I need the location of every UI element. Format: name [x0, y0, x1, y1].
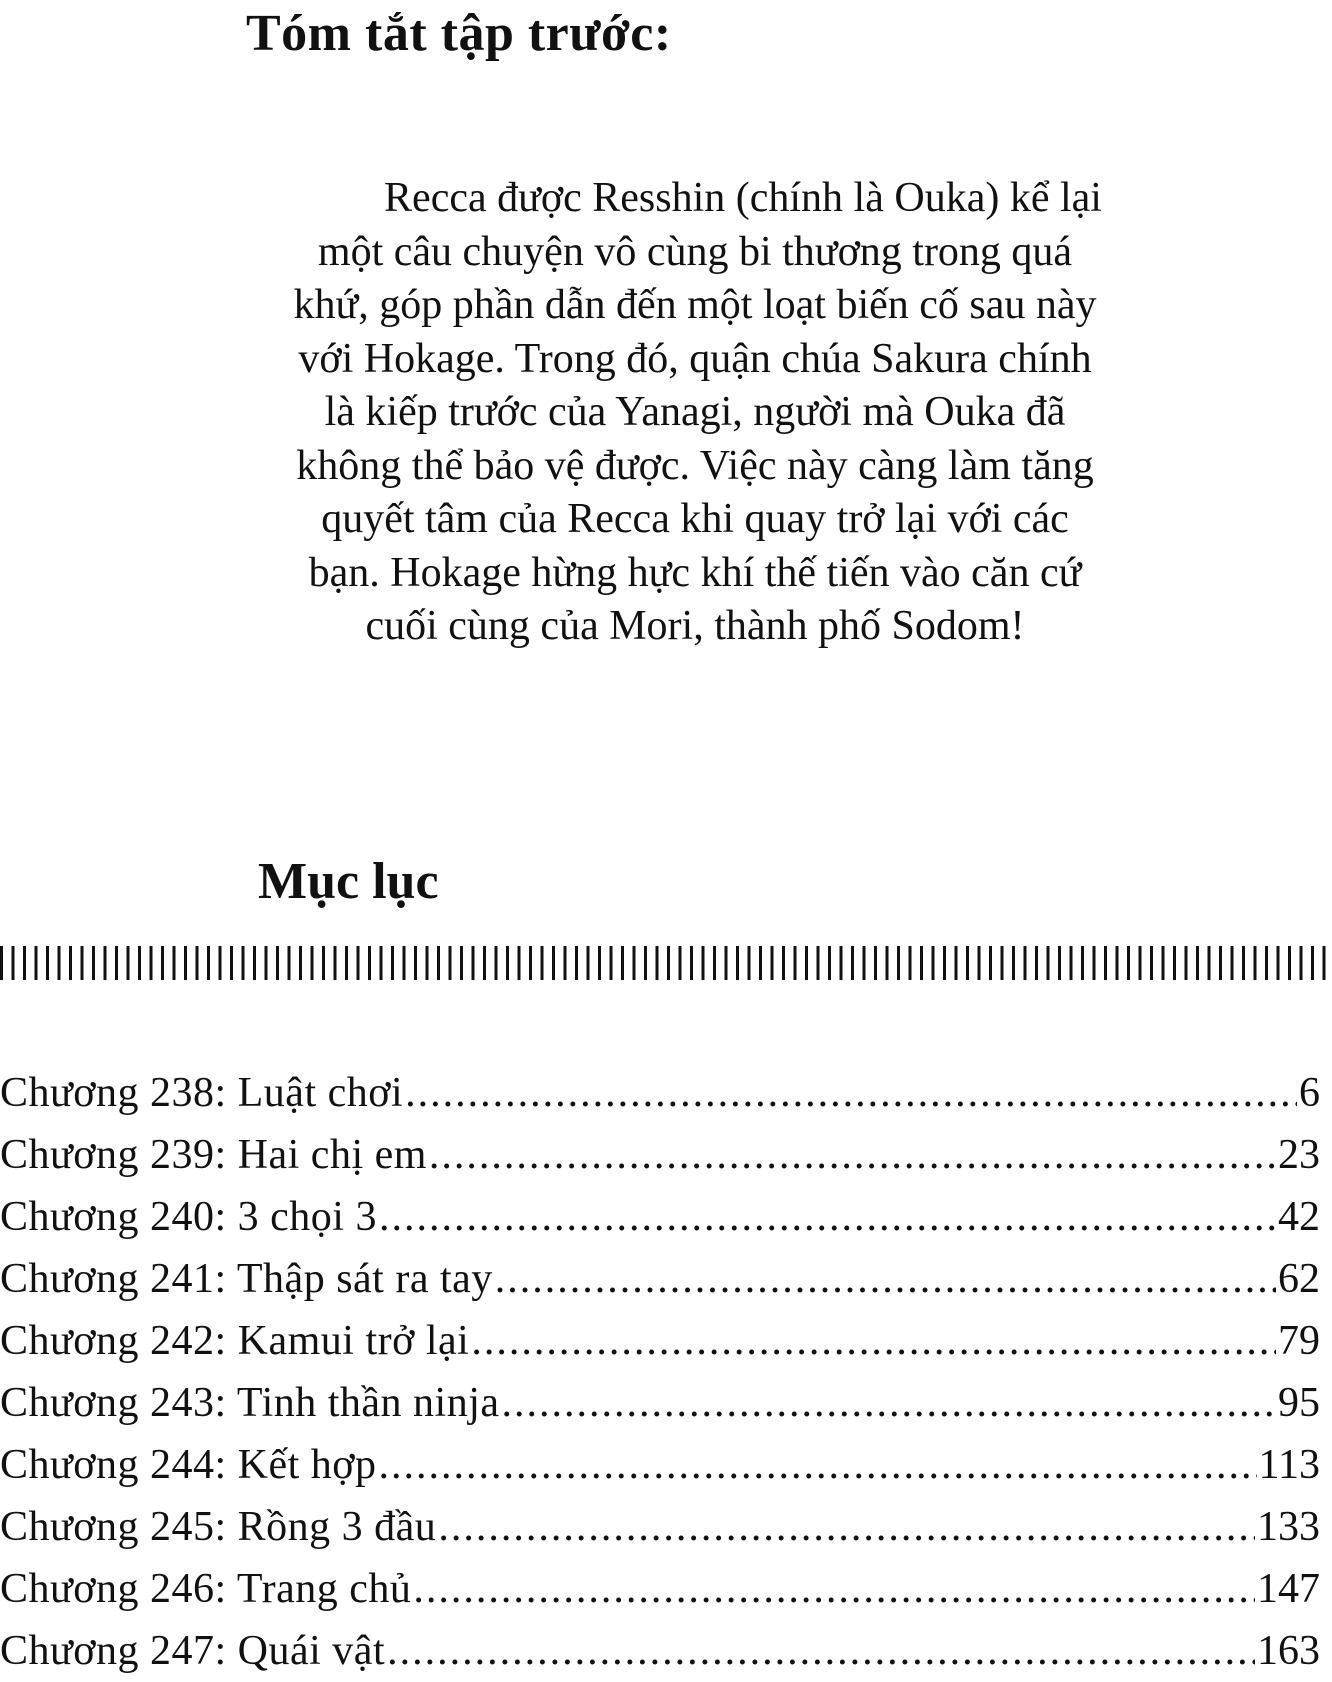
summary-line: quyết tâm của Recca khi quay trở lại với các: [321, 496, 1069, 542]
toc-page-number: 23: [1278, 1132, 1320, 1178]
summary-line: một câu chuyện vô cùng bi thương trong quá: [317, 228, 1073, 275]
toc-entry: [0, 1186, 1320, 1248]
toc-entry: [0, 1434, 1320, 1496]
toc-entry: [0, 1062, 1320, 1124]
toc-page-number: 95: [1278, 1380, 1320, 1426]
toc-dot-leader: [379, 1434, 1257, 1496]
summary-line: khứ, góp phần dẫn đến một loạt biến cố sau này: [293, 282, 1097, 328]
toc-chapter-title: Chương 244: Kết hợp: [0, 1442, 377, 1488]
toc-chapter-title: Chương 240: 3 chọi 3: [0, 1194, 377, 1240]
toc-dot-leader: [379, 1186, 1276, 1248]
summary-line: không thể bảo vệ được. Việc này càng làm tăng: [296, 442, 1094, 489]
toc-page-number: 79: [1278, 1318, 1320, 1364]
toc-dot-leader: [471, 1310, 1276, 1372]
toc-chapter-title: Chương 238: Luật chơi: [0, 1070, 404, 1116]
toc-page-number: 62: [1278, 1256, 1320, 1302]
toc-chapter-title: Chương 241: Thập sát ra tay: [0, 1256, 493, 1302]
toc-dot-leader: [413, 1558, 1255, 1620]
summary-line: là kiếp trước của Yanagi, người mà Ouka đã: [324, 389, 1066, 435]
summary-line: Recca được Resshin (chính là Ouka) kể lại: [384, 175, 1102, 221]
toc-entry: [0, 1124, 1320, 1186]
toc-chapter-title: Chương 243: Tinh thần ninja: [0, 1380, 500, 1426]
toc-dot-leader: [438, 1496, 1255, 1558]
toc-page-number: 163: [1257, 1628, 1320, 1674]
toc-dot-leader: [405, 1062, 1297, 1124]
toc-chapter-title: Chương 245: Rồng 3 đầu: [0, 1504, 437, 1550]
table-of-contents: [0, 1062, 1320, 1682]
toc-entry: [0, 1620, 1320, 1682]
toc-page-number: 113: [1258, 1442, 1320, 1488]
summary-paragraph: [200, 172, 1190, 654]
toc-chapter-title: Chương 239: Hai chị em: [0, 1132, 427, 1178]
decorative-tick-rule: [0, 946, 1332, 980]
toc-page-number: 133: [1257, 1504, 1320, 1550]
toc-entry: [0, 1248, 1320, 1310]
toc-title: Mục lục: [258, 853, 439, 910]
toc-page-number: 147: [1257, 1566, 1320, 1612]
toc-chapter-title: Chương 247: Quái vật: [0, 1628, 386, 1674]
toc-dot-leader: [495, 1248, 1276, 1310]
toc-entry: [0, 1558, 1320, 1620]
summary-line: cuối cùng của Mori, thành phố Sodom!: [365, 603, 1025, 649]
toc-page-number: 42: [1278, 1194, 1320, 1240]
summary-line: với Hokage. Trong đó, quận chúa Sakura chính: [298, 335, 1092, 382]
toc-dot-leader: [387, 1620, 1255, 1682]
toc-entry: [0, 1496, 1320, 1558]
toc-dot-leader: [429, 1124, 1276, 1186]
toc-page-number: 6: [1299, 1070, 1320, 1116]
toc-entry: [0, 1372, 1320, 1434]
summary-line: bạn. Hokage hừng hực khí thế tiến vào căn cứ: [308, 549, 1082, 596]
toc-entry: [0, 1310, 1320, 1372]
summary-title: Tóm tắt tập trước:: [246, 5, 672, 62]
toc-chapter-title: Chương 246: Trang chủ: [0, 1566, 412, 1612]
toc-chapter-title: Chương 242: Kamui trở lại: [0, 1318, 470, 1364]
toc-dot-leader: [502, 1372, 1276, 1434]
